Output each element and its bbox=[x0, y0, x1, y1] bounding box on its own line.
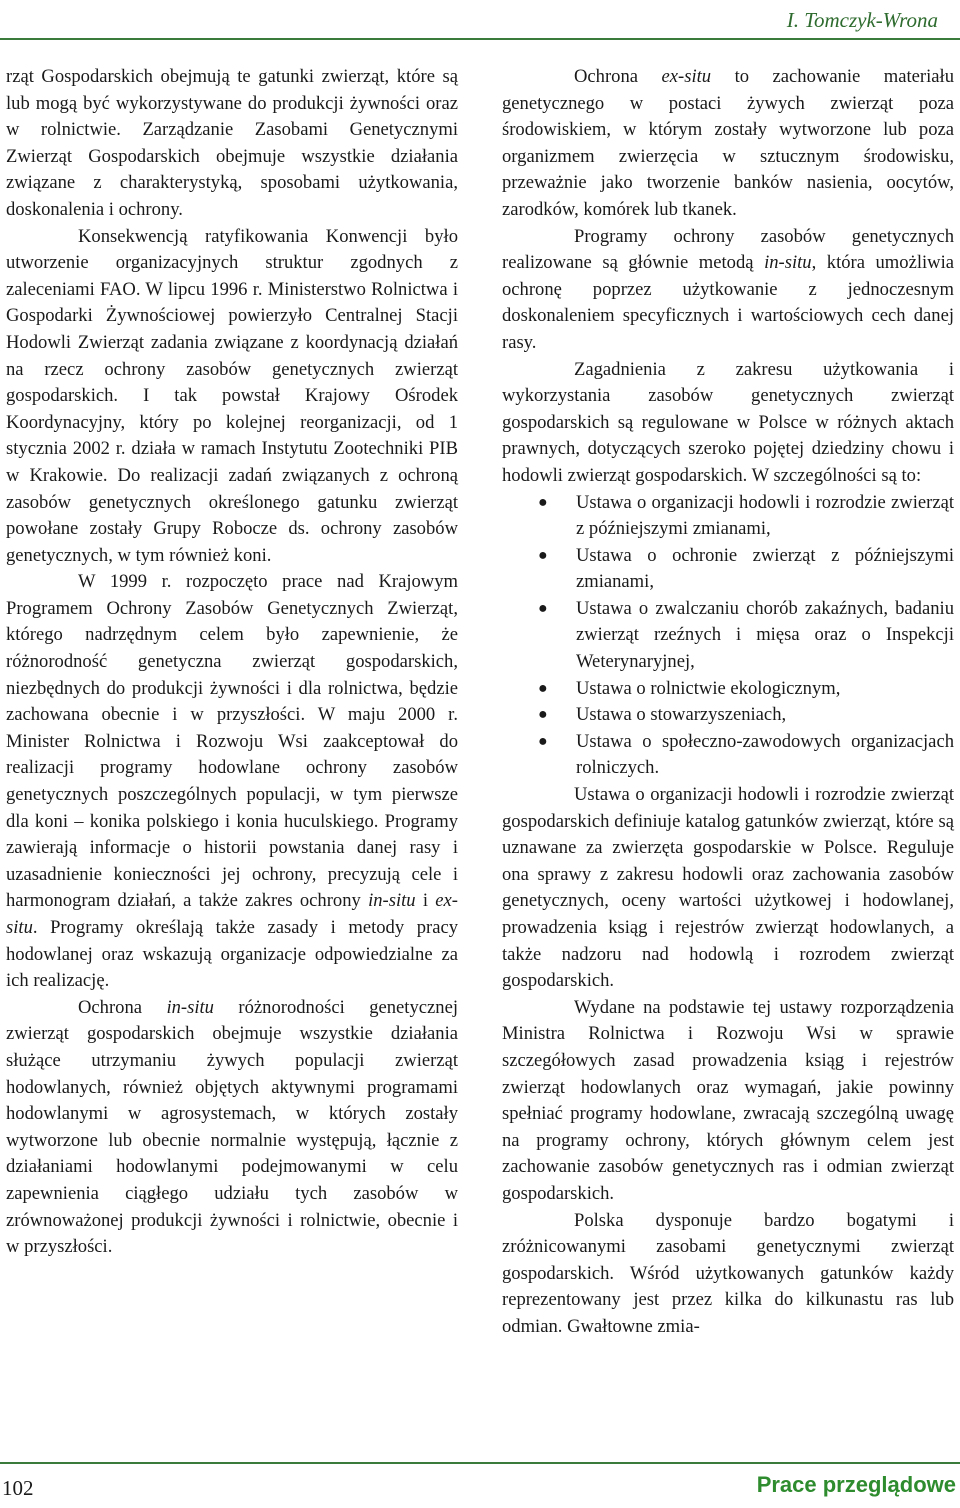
left-paragraph-4 bbox=[6, 995, 458, 1261]
left-column bbox=[6, 64, 458, 1261]
running-header-author: I. Tomczyk-Wrona bbox=[786, 8, 938, 32]
list-item: ● Ustawa o organizacji hodowli i rozrodzie zwierząt z późniejszymi zmianami, bbox=[538, 491, 954, 540]
legal-acts-list bbox=[502, 490, 954, 783]
term-in-situ: in-situ bbox=[764, 252, 812, 274]
right-paragraph-6: Polska dysponuje bardzo bogatymi i zróżnicowanymi zasobami genetycznymi zwierząt gospodarskich. Wśród użytkowanych gatunków każdy reprezentowany jest przez kilka do kilkunastu ras lub odmian. Gwałtowne zmia- bbox=[502, 1209, 954, 1337]
bullet-icon: ● bbox=[538, 679, 548, 697]
right-paragraph-4: Ustawa o organizacji hodowli i rozrodzie zwierząt gospodarskich definiuje katalog gatunków zwierząt, które są uznawane za zwierzęta gospodarskie w Polsce. Reguluje ona sprawy z zakresu hodowli oraz zachowania zasobów genetycznych, oceny wartości użytkowej i hodowlanej, prowadzenia ksiąg i rejestrów zwierząt hodowlanych, a także nadzoru nad hodowlą i rozrodem zwierząt gospodarskich. bbox=[502, 784, 954, 992]
right-paragraph-1-text-a: Ochrona bbox=[574, 66, 662, 87]
term-in-situ: in-situ bbox=[166, 996, 214, 1018]
list-item: ● Ustawa o zwalczaniu chorób zakaźnych, badaniu zwierząt rzeźnych i mięsa oraz o Inspekcji Weterynaryjnej, bbox=[538, 597, 954, 673]
left-paragraph-3-text-a: W 1999 r. rozpoczęto prace nad Krajowym Programem Ochrony Zasobów Genetycznych Zwierząt, którego nadrzędnym celem było zapewnienie, że różnorodność genetyczna zwierząt gospodarskich, niezbędnych do produkcji żywności i dla rolnictwa, będzie zachowana obecnie i w przyszłości. W maju 2000 r. Minister Rolnictwa i Rozwoju Wsi zaakceptował do realizacji programy hodowlane ochrony zasobów genetycznych poszczególnych populacji, w tym pierwsze dla koni – konika polskiego i konia huculskiego. Programy zawierają informacje o historii powstania danej rasy i uzasadnienie konieczności jej ochrony, precyzują cele i harmonogram działań, a także zakres ochrony bbox=[6, 571, 458, 912]
bullet-icon: ● bbox=[538, 599, 548, 617]
bullet-icon: ● bbox=[538, 493, 548, 511]
list-item: ● Ustawa o rolnictwie ekologicznym, bbox=[576, 676, 954, 703]
bullet-icon: ● bbox=[538, 706, 548, 724]
left-paragraph-2: Konsekwencją ratyfikowania Konwencji było utworzenie organizacyjnych struktur zgodnych z zaleceniami FAO. W lipcu 1996 r. Ministerstwo Rolnictwa i Gospodarki Żywnościowej powierzyło Centralnej Stacji Hodowli Zwierząt zadania związane z koordynacją działań na rzecz ochrony zasobów genetycznych zwierząt gospodarskich. I tak powstał Krajowy Ośrodek Koordynacyjny, który po kolejnej reorganizacji, od 1 stycznia 2002 r. działa w ramach Instytutu Zootechniki PIB w Krakowie. Do realizacji zadań związanych z ochroną zasobów genetycznych określonego gatunku zwierząt powołane zostały Grupy Robocze ds. ochrony zasobów genetycznych, w tym również koni. bbox=[6, 225, 458, 566]
right-column bbox=[502, 64, 954, 1341]
left-paragraph-1: rząt Gospodarskich obejmują te gatunki zwierząt, które są lub mogą być wykorzystywane do produkcji żywności oraz w rolnictwie. Zarządzanie Zasobami Genetycznymi Zwierząt Gospodarskich obejmuje wszystkie działania związane z charakterystyką, sposobami użytkowania, doskonalenia i ochrony. bbox=[6, 66, 458, 220]
term-ex-situ: ex-situ bbox=[661, 66, 712, 87]
conjunction: i bbox=[415, 890, 436, 912]
page-number: 102 bbox=[2, 1476, 34, 1500]
footer-rule bbox=[0, 1462, 960, 1464]
term-in-situ: in-situ bbox=[368, 890, 416, 912]
left-paragraph-4-text-a: Ochrona bbox=[78, 996, 167, 1018]
right-paragraph-1-text-b: to zachowanie materiału genetycznego w postaci żywych zwierząt poza środowiskiem, w którym zostały wytworzone lub poza organizmem zwierzęcia w sztucznym środowisku, przeważnie jako tworzenie banków nasienia, oocytów, zarodków, komórek lub tkanek. bbox=[502, 66, 954, 220]
left-paragraph-3 bbox=[6, 569, 458, 995]
bullet-icon: ● bbox=[538, 546, 548, 564]
list-item: ● Ustawa o ochronie zwierząt z późniejszymi zmianami, bbox=[538, 544, 954, 593]
right-paragraph-2-text-b: , która umożliwia ochronę poprzez użytkowanie z jednoczesnym doskonaleniem specyficznych i wartościowych cech danej rasy. bbox=[502, 252, 954, 353]
right-paragraph-1 bbox=[502, 64, 954, 224]
term-ex-situ: ex-situ bbox=[6, 890, 458, 938]
header-rule bbox=[0, 38, 960, 40]
right-paragraph-5: Wydane na podstawie tej ustawy rozporządzenia Ministra Rolnictwa i Rozwoju Wsi w sprawie szczegółowych zasad prowadzenia ksiąg i rejestrów zwierząt hodowlanych oraz wymagań, jakie powinny spełniać programy hodowlane, zwracają szczególną uwagę na programy ochrony, których głównym celem jest zachowanie zasobów genetycznych ras i odmian zwierząt gospodarskich. bbox=[502, 996, 954, 1204]
right-paragraph-2-text-a: Programy ochrony zasobów genetycznych realizowane są głównie metodą bbox=[502, 225, 954, 274]
section-label: Prace przeglądowe bbox=[756, 1472, 956, 1497]
left-paragraph-3-text-b: . Programy określają także zasady i metody pracy hodowlanej oraz wskazują organizacje odpowiedzialne za ich realizację. bbox=[6, 917, 458, 992]
list-item: ● Ustawa o stowarzyszeniach, bbox=[576, 702, 954, 729]
left-paragraph-4-text-b: różnorodności genetycznej zwierząt gospodarskich obejmuje wszystkie działania służące utrzymaniu żywych populacji zwierząt hodowlanych, również objętych aktywnymi programami hodowlanymi w agrosystemach, w których zostały wytworzone lub obecnie normalnie występują, łącznie z działaniami hodowlanymi podejmowanymi w celu zapewnienia ciągłego udziału tych zasobów w zrównoważonej produkcji żywności i rolnictwie, obecnie i w przyszłości. bbox=[6, 996, 458, 1258]
list-item: ● Ustawa o społeczno-zawodowych organizacjach rolniczych. bbox=[538, 730, 954, 779]
right-paragraph-2 bbox=[502, 224, 954, 357]
right-paragraph-3: Zagadnienia z zakresu użytkowania i wykorzystania zasobów genetycznych zwierząt gospodarskich są regulowane w Polsce w różnych aktach prawnych, dotyczących szeroko pojętej dziedziny chowu i hodowli zwierząt gospodarskich. W szczególności są to: bbox=[502, 358, 954, 486]
bullet-icon: ● bbox=[538, 732, 548, 750]
